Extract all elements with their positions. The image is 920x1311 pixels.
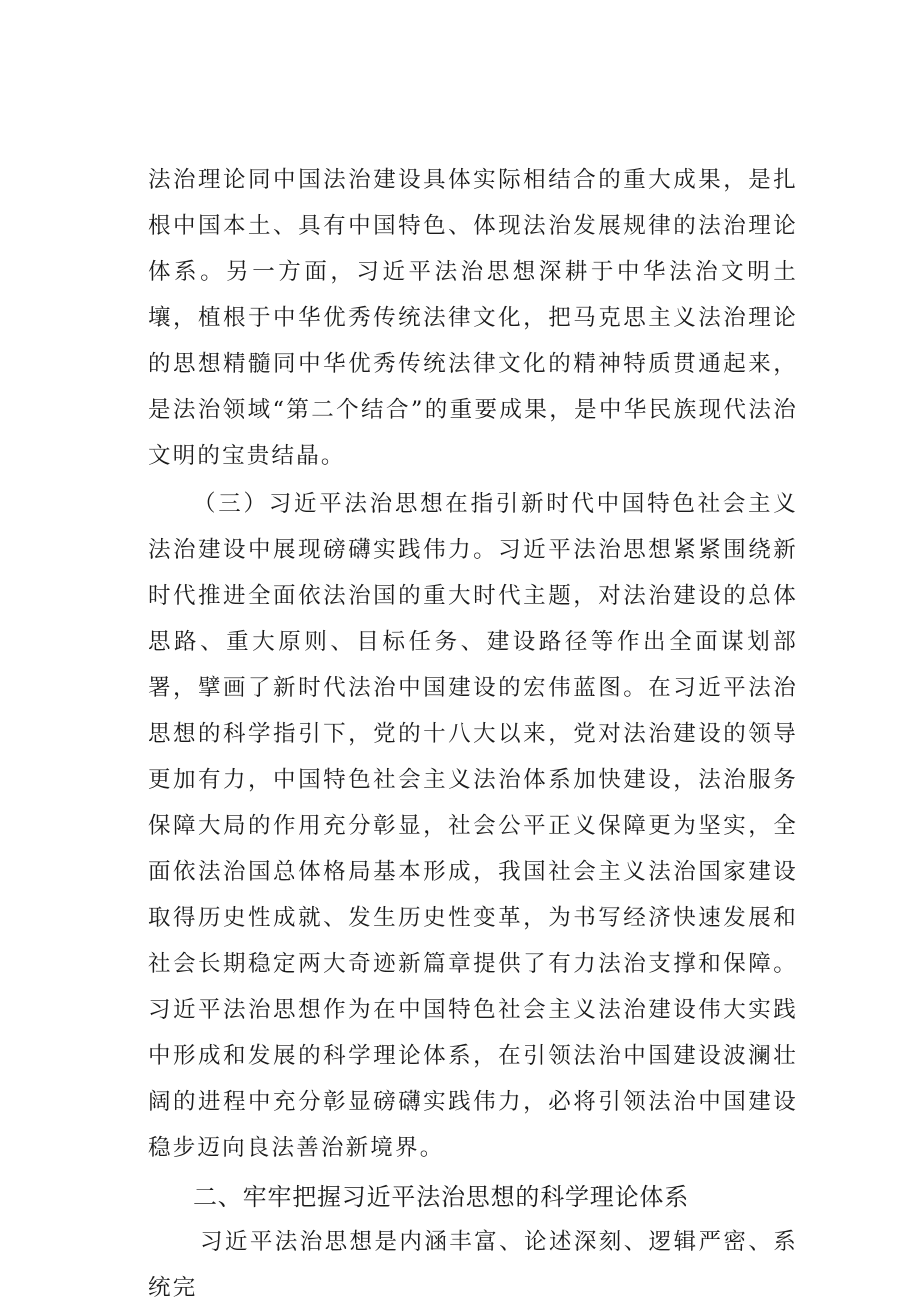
section-heading: 二、牢牢把握习近平法治思想的科学理论体系 bbox=[193, 1183, 689, 1211]
body-paragraph: 法治理论同中国法治建设具体实际相结合的重大成果，是扎根中国本土、具有中国特色、体现法治发展规律的法治理论体系。另一方面，习近平法治思想深耕于中华法治文明土壤，植根于中华优秀传统法律文化，把马克思主义法治理论的思想精髓同中华优秀传统法律文化的精神特质贯通起来，是法治领域“第二个结合”的重要成果，是中华民族现代法治文明的宝贵结晶。 bbox=[148, 167, 798, 469]
body-paragraph: 习近平法治思想是内涵丰富、论述深刻、逻辑严密、系统完 bbox=[148, 1229, 798, 1301]
body-paragraph: （三）习近平法治思想在指引新时代中国特色社会主义法治建设中展现磅礴实践伟力。习近平法治思想紧紧围绕新时代推进全面依法治国的重大时代主题，对法治建设的总体思路、重大原则、目标任务、建设路径等作出全面谋划部署，擘画了新时代法治中国建设的宏伟蓝图。在习近平法治思想的科学指引下，党的十八大以来，党对法治建设的领导更加有力，中国特色社会主义法治体系加快建设，法治服务保障大局的作用充分彰显，社会公平正义保障更为坚实，全面依法治国总体格局基本形成，我国社会主义法治国家建设取得历史性成就、发生历史性变革，为书写经济快速发展和社会长期稳定两大奇迹新篇章提供了有力法治支撑和保障。习近平法治思想作为在中国特色社会主义法治建设伟大实践中形成和发展的科学理论体系，在引领法治中国建设波澜壮阔的进程中充分彰显磅礴实践伟力，必将引领法治中国建设稳步迈向良法善治新境界。 bbox=[148, 491, 798, 1161]
document-page bbox=[148, 157, 798, 1311]
